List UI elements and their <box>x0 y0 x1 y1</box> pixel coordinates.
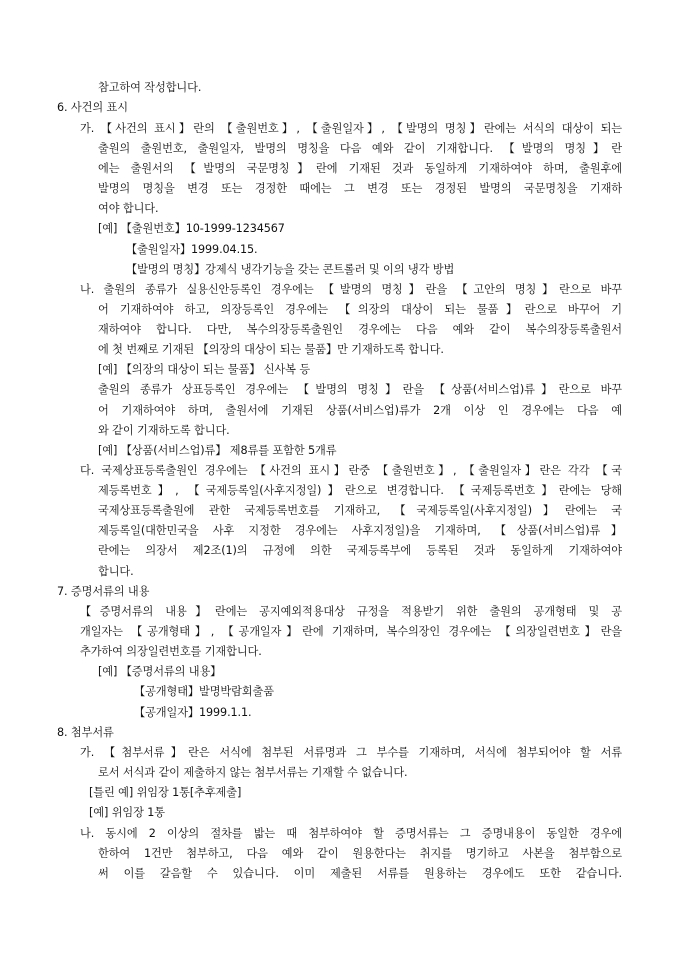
example-line: [예] 【상품(서비스업)류】 제8류를 포함한 5개류 <box>98 444 337 457</box>
text-line: 제등록번호】, 【국제등록일(사후지정일)】란으로 변경합니다. 【국제등록번호】란에는 당해 <box>98 484 622 497</box>
text-line: 에 첫 번째로 기재된 【의장의 대상이 되는 물품】만 기재하도록 합니다. <box>98 343 444 356</box>
text-line: 가. 【사건의 표시】란의 【출원번호】, 【출원일자】, 【발명의 명칭】란에는 서식의 대상이 되는 <box>80 122 622 135</box>
text-line: 한하여 1건만 첨부하고, 다음 예와 같이 원용한다는 취지를 명기하고 사본을 첨부함으로 <box>98 847 622 860</box>
text-line: 란에는 의장서 제2조(1)의 규정에 의한 국제등록부에 등록된 것과 동일하게 기재하여야 <box>98 544 622 557</box>
example-line: 【발명의 명칭】강제식 냉각기능을 갖는 콘트롤러 및 이의 냉각 방법 <box>126 263 455 276</box>
text-line: 개일자는 【공개형태】, 【공개일자】란에 기재하며, 복수의장인 경우에는 【의장일련번호】란을 <box>80 625 622 638</box>
text-line: 참고하여 작성합니다. <box>98 81 202 94</box>
text-line: 【증명서류의 내용】란에는 공지예외적용대상 규정을 적용받기 위한 출원의 공개형태 및 공 <box>80 605 622 618</box>
section-heading: 8. 첨부서류 <box>57 726 114 739</box>
text-line: 가. 【첨부서류】란은 서식에 첨부된 서류명과 그 부수를 기재하며, 서식에 첨부되어야 할 서류 <box>80 746 622 759</box>
example-line: [예] 【출원번호】10-1999-1234567 <box>98 222 285 235</box>
text-line: 제등록일(대한민국을 사후 지정한 경우에는 사후지정일)을 기재하며, 【상품(서비스업)류】 <box>98 524 622 537</box>
text-line: 써 이를 갈음할 수 있습니다. 이미 제출된 서류를 원용하는 경우에도 또한 같습니다. <box>98 867 622 880</box>
example-line: [예] 위임장 1통 <box>89 806 165 819</box>
text-line: 와 같이 기재하도록 합니다. <box>98 424 230 437</box>
text-line: 어 기재하여야 하고, 의장등록인 경우에는 【의장의 대상이 되는 물품】란으로 바꾸어 기 <box>98 303 622 316</box>
section-heading: 6. 사건의 표시 <box>57 101 128 114</box>
text-line: 나. 동시에 2 이상의 절차를 밟는 때 첨부하여야 할 증명서류는 그 증명내용이 동일한 경우에 <box>80 827 622 840</box>
text-line: 재하여야 합니다. 다만, 복수의장등록출원인 경우에는 다음 예와 같이 복수의장등록출원서 <box>98 323 622 336</box>
text-line: 출원의 종류가 상표등록인 경우에는 【발명의 명칭】란을 【상품(서비스업)류】란으로 바꾸 <box>98 383 622 396</box>
example-line: 【출원일자】1999.04.15. <box>126 243 258 256</box>
text-line: 에는 출원서의 【발명의 국문명칭】란에 기재된 것과 동일하게 기재하여야 하며, 출원후에 <box>98 162 622 175</box>
text-line: 여야 합니다. <box>98 202 159 215</box>
example-line: [틀린 예] 위임장 1통[추후제출] <box>89 786 242 799</box>
text-line: 출원의 출원번호, 출원일자, 발명의 명칭을 다음 예와 같이 기재합니다. 【발명의 명칭】란 <box>98 142 622 155</box>
text-line: 나. 출원의 종류가 실용신안등록인 경우에는 【발명의 명칭】란을 【고안의 명칭】란으로 바꾸 <box>80 283 622 296</box>
text-line: 추가하여 의장일련번호를 기재합니다. <box>80 645 262 658</box>
example-line: 【공개형태】발명박람회출품 <box>134 685 274 698</box>
text-line: 합니다. <box>98 565 134 578</box>
text-line: 어 기재하여야 하며, 출원서에 기재된 상품(서비스업)류가 2개 이상 인 경우에는 다음 예 <box>98 404 622 417</box>
example-line: [예] 【의장의 대상이 되는 물품】 신사복 등 <box>98 363 311 376</box>
text-line: 다. 국제상표등록출원인 경우에는 【사건의 표시】란중 【출원번호】, 【출원일자】란은 각각 【국 <box>80 464 622 477</box>
example-line: [예] 【증명서류의 내용】 <box>98 665 222 678</box>
text-line: 국제상표등록출원에 관한 국제등록번호를 기재하고, 【국제등록일(사후지정일)】란에는 국 <box>98 504 622 517</box>
text-line: 로서 서식과 같이 제출하지 않는 첨부서류는 기재할 수 없습니다. <box>98 766 408 779</box>
text-line: 발명의 명칭을 변경 또는 경정한 때에는 그 변경 또는 경정된 발명의 국문명칭을 기재하 <box>98 182 622 195</box>
section-heading: 7. 증명서류의 내용 <box>57 585 150 598</box>
example-line: 【공개일자】1999.1.1. <box>134 706 252 719</box>
